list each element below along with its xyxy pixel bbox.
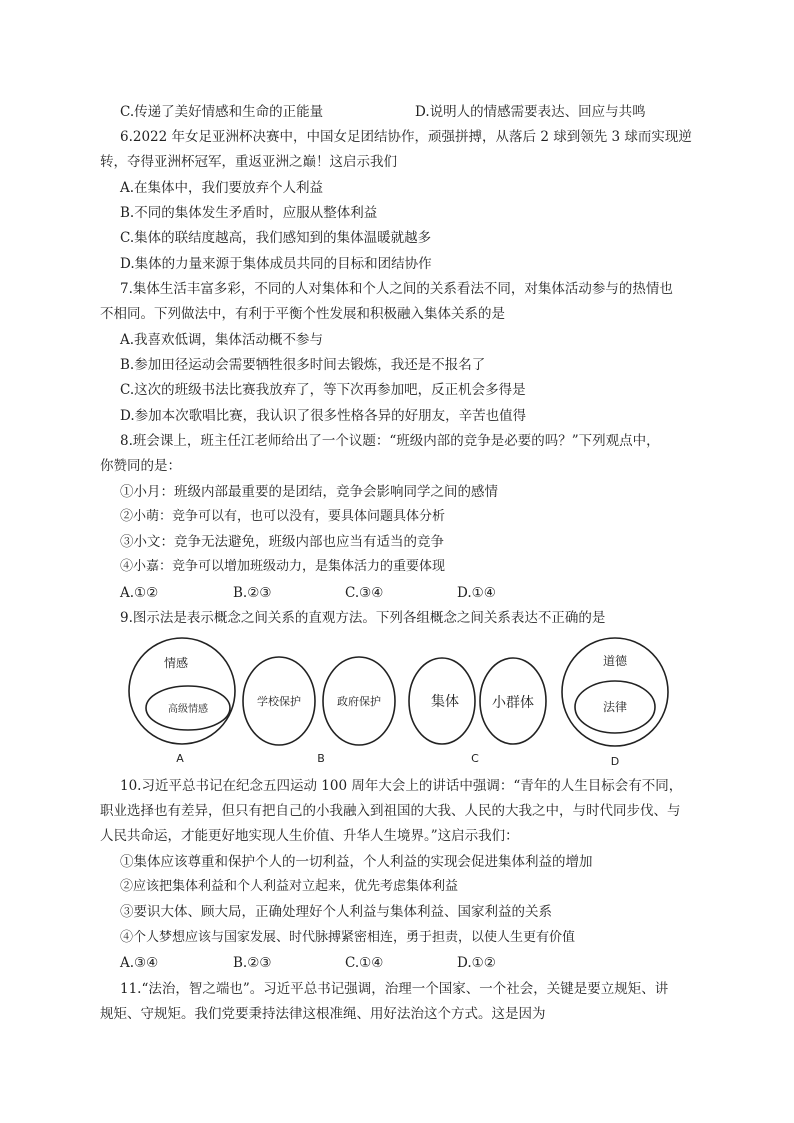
q7-option-b: B.参加田径运动会需要牺牲很多时间去锻炼，我还是不报名了: [120, 357, 486, 373]
q7-option-c: C.这次的班级书法比赛我放弃了，等下次再参加吧，反正机会多得是: [120, 382, 526, 398]
q9-concept-diagrams: [118, 630, 674, 770]
diagram-d-inner-label: 法律: [602, 700, 628, 714]
diagram-a-caption: A: [176, 752, 184, 765]
diagram-b-left-label: 学校保护: [257, 695, 301, 708]
q7-stem-line1: 7.集体生活丰富多彩，不同的人对集体和个人之间的关系看法不同，对集体活动参与的热情也: [120, 281, 673, 297]
q8-statement-4: ④小嘉：竞争可以增加班级动力，是集体活力的重要体现: [120, 559, 446, 574]
q10-choice-b: B.②③: [233, 955, 272, 971]
diagram-c-caption: C: [471, 752, 479, 765]
q8-choice-d: D.①④: [457, 585, 496, 601]
diagram-d-outer-label: 道德: [602, 654, 628, 668]
q5-option-c: C.传递了美好情感和生命的正能量: [120, 104, 324, 120]
q7-stem-line2: 不相同。下列做法中，有利于平衡个性发展和积极融入集体关系的是: [100, 306, 505, 322]
q10-stem-line3: 人民共命运，才能更好地实现人生价值、升华人生境界。”这启示我们：: [100, 828, 519, 844]
q8-statement-1: ①小月：班级内部最重要的是团结，竞争会影响同学之间的感情: [120, 484, 498, 500]
q10-choice-d: D.①②: [457, 955, 496, 971]
q8-choice-c: C.③④: [345, 585, 384, 601]
q6-option-c: C.集体的联结度越高，我们感知到的集体温暖就越多: [120, 230, 432, 246]
q10-statement-4: ④个人梦想应该与国家发展、时代脉搏紧密相连，勇于担责，以使人生更有价值: [120, 930, 576, 945]
q8-statement-2: ②小萌：竞争可以有，也可以没有，要具体问题具体分析: [120, 509, 446, 524]
q8-stem-line1: 8.班会课上，班主任江老师给出了一个议题：“班级内部的竞争是必要的吗？”下列观点中，: [120, 433, 660, 449]
q8-choice-a: A.①②: [120, 585, 159, 601]
q8-stem-line2: 你赞同的是：: [100, 458, 181, 474]
q10-statement-2: ②应该把集体利益和个人利益对立起来，优先考虑集体利益: [120, 879, 459, 894]
q6-stem-line2: 转，夺得亚洲杯冠军，重返亚洲之巅！这启示我们: [100, 154, 397, 170]
q7-option-d: D.参加本次歌唱比赛，我认识了很多性格各异的好朋友，辛苦也值得: [120, 408, 527, 424]
diagram-c-left-label: 集体: [431, 694, 459, 710]
q8-choice-b: B.②③: [233, 585, 272, 601]
q9-stem: 9.图示法是表示概念之间关系的直观方法。下列各组概念之间关系表达不正确的是: [120, 610, 606, 626]
q10-choice-a: A.③④: [120, 955, 159, 971]
q6-option-b: B.不同的集体发生矛盾时，应服从整体利益: [120, 205, 378, 221]
diagram-a-outer-label: 情感: [163, 656, 189, 670]
q10-choice-c: C.①④: [345, 955, 384, 971]
q5-option-d: D.说明人的情感需要表达、回应与共鸣: [415, 104, 646, 120]
q10-statement-3: ③要识大体、顾大局，正确处理好个人利益与集体利益、国家利益的关系: [120, 904, 552, 920]
diagram-a-outer-circle: [129, 638, 235, 744]
q6-option-d: D.集体的力量来源于集体成员共同的目标和团结协作: [120, 256, 432, 272]
diagram-b-right-label: 政府保护: [337, 695, 381, 708]
q10-stem-line2: 职业选择也有差异，但只有把自己的小我融入到祖国的大我、人民的大我之中，与时代同步伐、与: [100, 803, 681, 819]
q7-option-a: A.我喜欢低调，集体活动概不参与: [120, 332, 324, 348]
diagram-b-caption: B: [317, 752, 325, 765]
q8-statement-3: ③小文：竞争无法避免，班级内部也应当有适当的竞争: [120, 534, 444, 550]
diagram-a-inner-label: 高级情感: [168, 704, 208, 715]
q6-stem-line1: 6.2022 年女足亚洲杯决赛中，中国女足团结协作，顽强拼搏，从落后 2 球到领先 3 球而实现逆: [120, 129, 692, 145]
diagram-c-right-label: 小群体: [492, 695, 534, 711]
q10-statement-1: ①集体应该尊重和保护个人的一切利益，个人利益的实现会促进集体利益的增加: [120, 854, 593, 870]
diagram-d-caption: D: [610, 755, 620, 768]
q10-stem-line1: 10.习近平总书记在纪念五四运动 100 周年大会上的讲话中强调：“青年的人生目标会有不同，: [120, 778, 683, 794]
q6-option-a: A.在集体中，我们要放弃个人利益: [120, 180, 324, 196]
q11-stem-line2: 规矩、守规矩。我们党要秉持法律这根准绳、用好法治这个方式。这是因为: [100, 1006, 546, 1022]
q11-stem-line1: 11.“法治，智之端也”。习近平总书记强调，治理一个国家、一个社会，关键是要立规矩、讲: [120, 981, 669, 997]
